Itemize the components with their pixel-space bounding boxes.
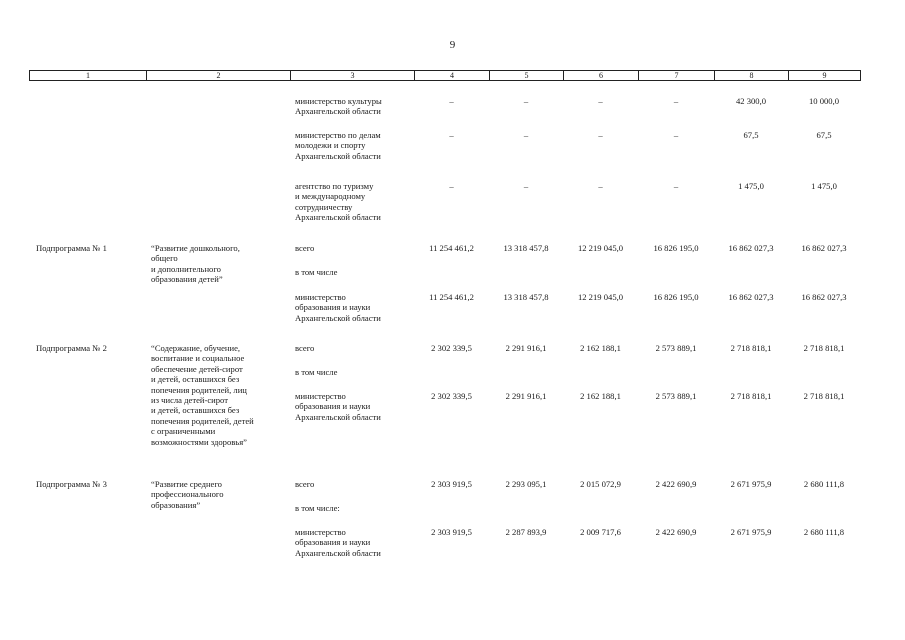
funding-value: 2 302 339,5: [431, 343, 472, 353]
funding-value: 2 162 188,1: [580, 391, 621, 401]
funding-value: 2 671 975,9: [730, 479, 772, 489]
subprogram-number: Подпрограмма № 3: [36, 479, 107, 489]
column-header-5: 5: [489, 71, 563, 80]
executor-label: министерство образования и науки Архангельской области: [295, 391, 381, 422]
executor-label: агентство по туризму и международному сотрудничеству Архангельской области: [295, 181, 381, 223]
executor-label: в том числе: [295, 367, 338, 377]
column-header-1: 1: [86, 71, 90, 80]
funding-value: 2 287 893,9: [505, 527, 547, 537]
funding-value: –: [449, 96, 454, 106]
column-header-2: 2: [146, 71, 290, 80]
subprogram-title: “Развитие среднего профессионального образования”: [151, 479, 224, 510]
funding-value: 2 573 889,1: [655, 343, 697, 353]
funding-value: 2 718 818,1: [803, 343, 845, 353]
funding-value: 2 303 919,5: [431, 479, 472, 489]
funding-value: 2 302 339,5: [431, 391, 472, 401]
funding-value: 2 680 111,8: [803, 527, 845, 537]
funding-value: 2 015 072,9: [580, 479, 621, 489]
funding-value: 2 718 818,1: [730, 391, 772, 401]
funding-value: –: [523, 181, 529, 191]
funding-value: 11 254 461,2: [429, 243, 474, 253]
subprogram-title: “Развитие дошкольного, общего и дополнительного образования детей”: [151, 243, 240, 285]
funding-value: 2 303 919,5: [431, 527, 472, 537]
column-header-7: 7: [638, 71, 714, 80]
executor-label: всего: [295, 479, 315, 489]
funding-value: –: [523, 130, 529, 140]
funding-value: 16 862 027,3: [728, 243, 774, 253]
funding-value: 2 162 188,1: [580, 343, 621, 353]
column-header-6: 6: [563, 71, 638, 80]
page-number: 9: [449, 39, 456, 51]
funding-value: 67,5: [743, 130, 759, 140]
funding-value: –: [523, 96, 529, 106]
executor-label: в том числе:: [295, 503, 340, 513]
column-header-8: 8: [714, 71, 788, 80]
funding-value: 10 000,0: [808, 96, 840, 106]
subprogram-title: “Содержание, обучение, воспитание и социальное обеспечение детей-сирот и детей, оставшихся без попечения родителей, лиц из числа детей-сирот и детей, оставшихся без попечения родителей, детей с ограниченными возможностями здоровья”: [151, 343, 254, 447]
executor-label: всего: [295, 243, 315, 253]
executor-label: министерство культуры Архангельской области: [295, 96, 382, 117]
funding-value: –: [449, 130, 454, 140]
funding-value: 2 293 095,1: [505, 479, 547, 489]
funding-value: 13 318 457,8: [503, 292, 549, 302]
column-header-4: 4: [414, 71, 489, 80]
subprogram-number: Подпрограмма № 1: [36, 243, 107, 253]
funding-value: 1 475,0: [738, 181, 764, 191]
subprogram-number: Подпрограмма № 2: [36, 343, 107, 353]
funding-value: –: [598, 96, 603, 106]
executor-label: министерство по делам молодежи и спорту Архангельской области: [295, 130, 381, 161]
funding-value: –: [673, 96, 679, 106]
column-header-3: 3: [290, 71, 414, 80]
funding-value: 1 475,0: [811, 181, 837, 191]
executor-label: в том числе: [295, 267, 338, 277]
funding-value: 16 862 027,3: [801, 292, 847, 302]
column-header-9: 9: [788, 71, 860, 80]
executor-label: всего: [295, 343, 315, 353]
funding-value: 2 291 916,1: [505, 391, 547, 401]
funding-value: 13 318 457,8: [503, 243, 549, 253]
executor-label: министерство образования и науки Архангельской области: [295, 292, 381, 323]
funding-value: –: [673, 181, 679, 191]
funding-value: 16 826 195,0: [653, 292, 699, 302]
table-header-row: [29, 70, 861, 81]
funding-value: 11 254 461,2: [429, 292, 474, 302]
funding-value: 2 671 975,9: [730, 527, 772, 537]
funding-value: 12 219 045,0: [577, 292, 624, 302]
funding-value: 2 291 916,1: [505, 343, 547, 353]
funding-value: 2 718 818,1: [803, 391, 845, 401]
funding-value: –: [673, 130, 679, 140]
executor-label: министерство образования и науки Архангельской области: [295, 527, 381, 558]
funding-value: 2 009 717,6: [580, 527, 621, 537]
funding-value: –: [598, 181, 603, 191]
funding-value: 2 573 889,1: [655, 391, 697, 401]
funding-value: 16 862 027,3: [801, 243, 847, 253]
funding-value: –: [598, 130, 603, 140]
funding-value: 16 826 195,0: [653, 243, 699, 253]
funding-value: 2 680 111,8: [803, 479, 845, 489]
funding-value: –: [449, 181, 454, 191]
funding-value: 42 300,0: [735, 96, 767, 106]
funding-value: 2 718 818,1: [730, 343, 772, 353]
funding-value: 2 422 690,9: [655, 479, 697, 489]
funding-value: 16 862 027,3: [728, 292, 774, 302]
funding-value: 2 422 690,9: [655, 527, 697, 537]
funding-value: 67,5: [816, 130, 832, 140]
funding-value: 12 219 045,0: [577, 243, 624, 253]
